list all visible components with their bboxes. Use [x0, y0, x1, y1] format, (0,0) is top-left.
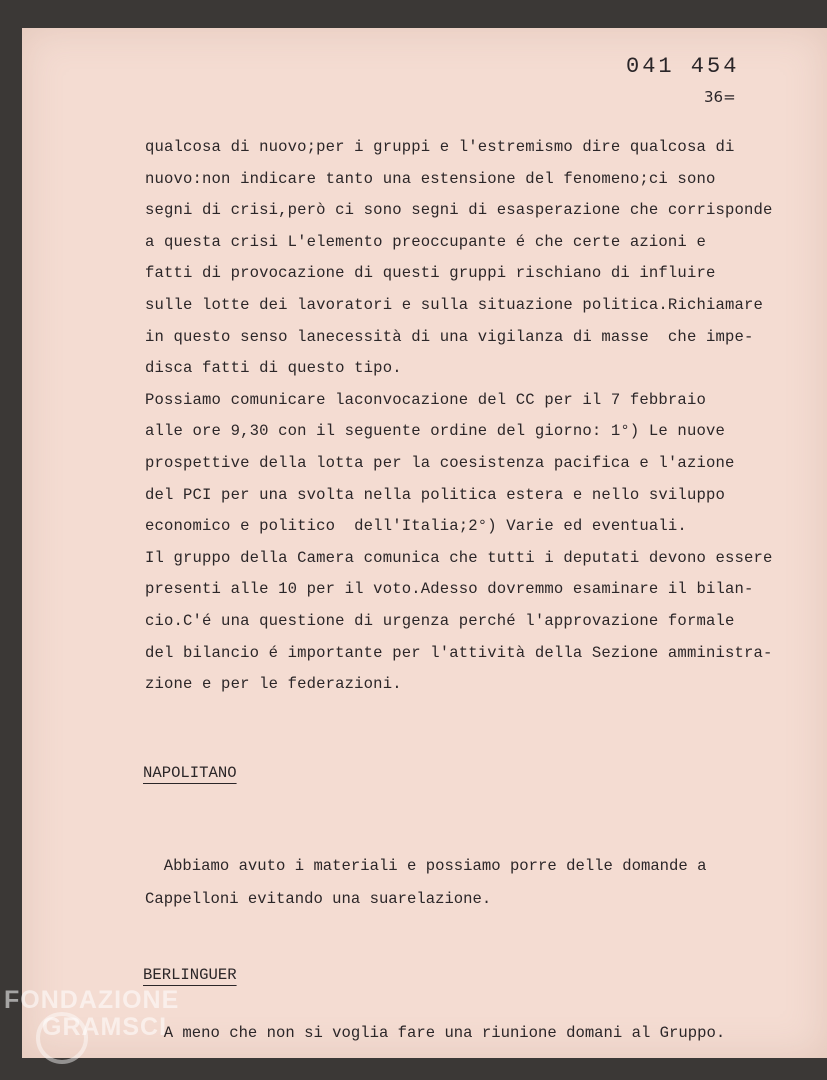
text-line: in questo senso lanecessità di una vigilanza di masse che impe- [145, 327, 754, 346]
text-line: alle ore 9,30 con il seguente ordine del giorno: 1°) Le nuove [145, 422, 725, 441]
text-line: segni di crisi,però ci sono segni di esasperazione che corrisponde [145, 201, 773, 220]
text-line: qualcosa di nuovo;per i gruppi e l'estremismo dire qualcosa di [145, 138, 735, 156]
body-text [145, 132, 795, 701]
speaker-heading-berlinguer: BERLINGUER [143, 966, 237, 984]
watermark [4, 988, 179, 1040]
text-line: presenti alle 10 per il voto.Adesso dovremmo esaminare il bilan- [145, 580, 754, 599]
text-line: Il gruppo della Camera comunica che tutti i deputati devono essere [145, 548, 773, 567]
speaker-text-napolitano: Abbiamo avuto i materiali e possiamo porre delle domande a Cappelloni evitando una suarelazione. [145, 857, 707, 908]
text-line: prospettive della lotta per la coesistenza pacifica e l'azione [145, 453, 735, 472]
speaker-text-berlinguer: A meno che non si voglia fare una riunione domani al Gruppo. [145, 1024, 726, 1042]
speaker-heading-napolitano: NAPOLITANO [143, 764, 237, 782]
text-line: disca fatti di questo tipo. [145, 359, 402, 378]
text-line: nuovo:non indicare tanto una estensione del fenomeno;ci sono [145, 169, 716, 188]
text-line: cio.C'é una questione di urgenza perché l'approvazione formale [145, 611, 735, 630]
watermark-line-2: GRAMSCI [42, 1013, 168, 1041]
text-line: del bilancio é importante per l'attività della Sezione amministra- [145, 643, 773, 662]
text-line: zione e per le federazioni. [145, 675, 402, 694]
page-number: 36= [704, 88, 736, 106]
archive-number: 041 454 [626, 54, 740, 79]
text-line: del PCI per una svolta nella politica estera e nello sviluppo [145, 485, 725, 504]
text-line: Possiamo comunicare laconvocazione del CC per il 7 febbraio [145, 390, 706, 409]
text-line: fatti di provocazione di questi gruppi rischiano di influire [145, 264, 716, 283]
text-line: sulle lotte dei lavoratori e sulla situazione politica.Richiamare [145, 295, 764, 314]
watermark-line-1: FONDAZIONE [4, 986, 180, 1014]
text-line: economico e politico dell'Italia;2°) Varie ed eventuali. [145, 517, 687, 536]
text-line: a questa crisi L'elemento preoccupante é che certe azioni e [145, 232, 706, 251]
